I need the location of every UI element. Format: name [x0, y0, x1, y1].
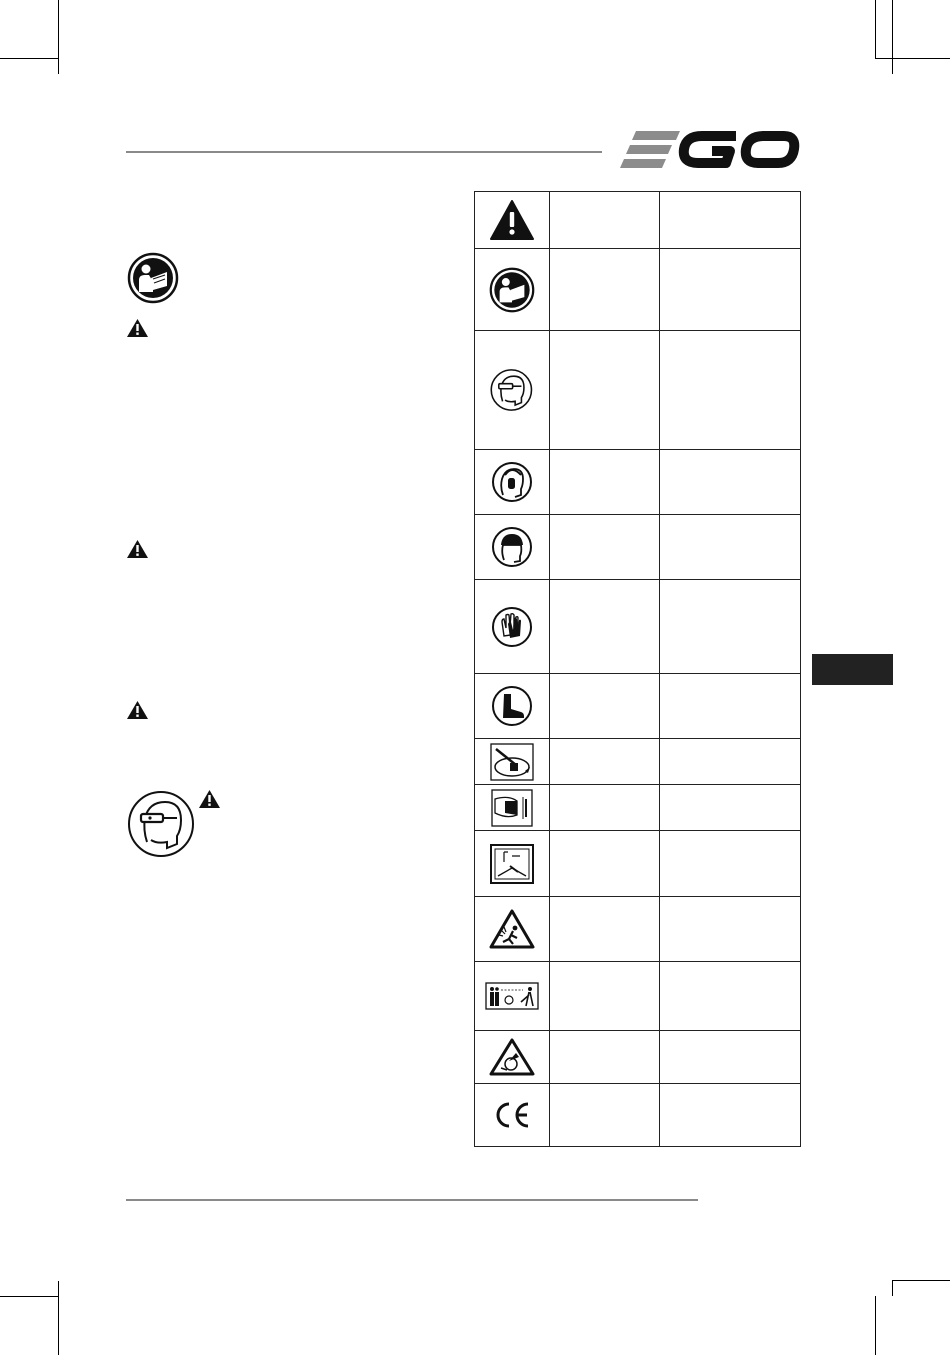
hand-protection-icon [475, 580, 550, 674]
symbol-description [660, 1031, 801, 1084]
table-row [475, 192, 801, 249]
symbol-description [660, 1084, 801, 1147]
crop-mark [58, 0, 59, 74]
manual-before-maintenance-icon [475, 831, 550, 897]
symbol-name [550, 192, 660, 249]
keep-bystanders-away-icon [475, 962, 550, 1031]
thrown-objects-icon [475, 897, 550, 962]
symbol-name [550, 249, 660, 331]
eye-protection-icon [475, 331, 550, 450]
crop-mark [0, 58, 58, 59]
symbol-description [660, 331, 801, 450]
crop-mark [875, 1296, 876, 1355]
ear-protection-icon [475, 450, 550, 515]
symbol-name [550, 831, 660, 897]
symbol-name [550, 1084, 660, 1147]
crop-mark [58, 1281, 59, 1355]
crop-mark [875, 0, 876, 58]
table-row [475, 785, 801, 831]
crop-mark [892, 1280, 950, 1281]
symbol-description [660, 249, 801, 331]
line-diameter-icon [475, 785, 550, 831]
table-row [475, 1031, 801, 1084]
symbol-name [550, 580, 660, 674]
symbol-name [550, 785, 660, 831]
eye-protection-icon [127, 790, 197, 863]
symbol-name [550, 1031, 660, 1084]
symbol-name [550, 515, 660, 580]
table-row [475, 249, 801, 331]
table-row [475, 962, 801, 1031]
footer-rule [126, 1199, 698, 1201]
head-protection-icon [475, 515, 550, 580]
symbol-name [550, 897, 660, 962]
read-manual-icon [127, 252, 179, 309]
table-row [475, 674, 801, 739]
table-row [475, 897, 801, 962]
symbol-description [660, 962, 801, 1031]
table-row [475, 331, 801, 450]
symbol-description [660, 897, 801, 962]
ego-logo [618, 129, 800, 171]
table-row [475, 450, 801, 515]
table-row [475, 515, 801, 580]
symbol-description [660, 785, 801, 831]
warning-triangle-icon [475, 192, 550, 249]
symbol-name [550, 450, 660, 515]
table-row [475, 580, 801, 674]
symbol-name [550, 739, 660, 785]
symbol-name [550, 331, 660, 450]
foot-protection-icon [475, 674, 550, 739]
crop-mark [892, 0, 893, 74]
symbol-name [550, 674, 660, 739]
warning-icon [126, 539, 149, 564]
header-rule [126, 151, 602, 153]
table-row [475, 831, 801, 897]
symbol-description [660, 515, 801, 580]
section-tab [812, 654, 893, 685]
blade-hazard-icon [475, 1031, 550, 1084]
symbols-table [474, 191, 801, 1147]
symbol-description [660, 580, 801, 674]
warning-icon [198, 789, 221, 814]
symbol-description [660, 192, 801, 249]
symbol-description [660, 450, 801, 515]
symbol-description [660, 831, 801, 897]
symbol-name [550, 962, 660, 1031]
warning-icon [126, 318, 149, 343]
symbol-description [660, 739, 801, 785]
crop-mark [0, 1296, 58, 1297]
symbol-description [660, 674, 801, 739]
rotation-direction-icon [475, 739, 550, 785]
crop-mark [875, 58, 950, 59]
warning-icon [126, 700, 149, 725]
ce-mark-icon [475, 1084, 550, 1147]
crop-mark [892, 1281, 893, 1296]
table-row [475, 1084, 801, 1147]
table-row [475, 739, 801, 785]
read-manual-icon [475, 249, 550, 331]
